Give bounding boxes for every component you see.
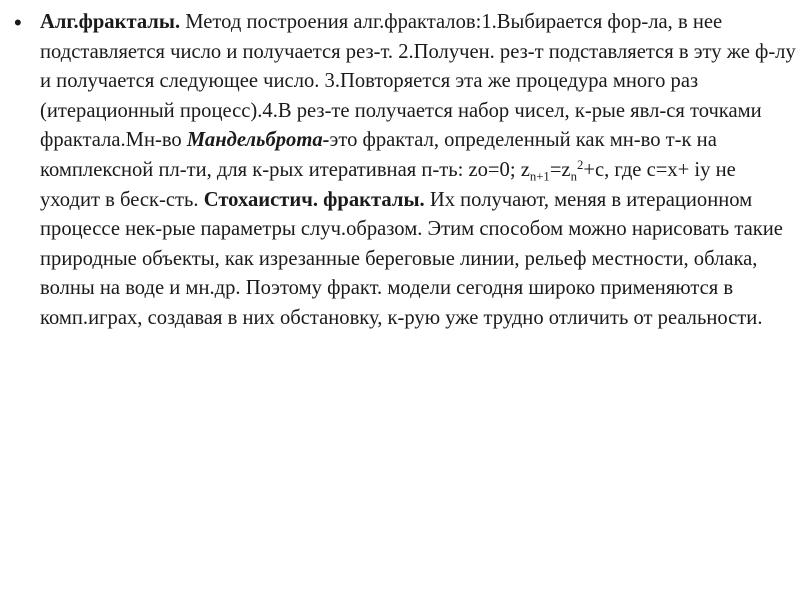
term-mandelbrot: Мандельброта- <box>186 129 330 152</box>
superscript-2: 2 <box>576 157 584 172</box>
heading-algebraic-fractals: Алг.фракталы. <box>40 11 181 33</box>
text-condition: +c, где с=х+ iy не уходит в беск-сть. <box>40 158 736 211</box>
bullet-list <box>14 8 796 334</box>
text-equals-z: =z <box>549 158 571 181</box>
bullet-dot: • <box>14 10 22 35</box>
subscript-n: n <box>570 169 577 184</box>
text-mandelbrot-definition: это фрактал, определенный как мн-во т-к на комплексной пл-ти, для к-рых итеративная п-ть: zo=0; z <box>40 129 717 181</box>
subscript-n-plus-1: n+1 <box>529 169 550 184</box>
bullet-item-fractals <box>14 8 796 334</box>
text-stochastic-description: Их получают, меняя в итерационном процессе нек-рые параметры случ.образом. Этим способом можно нарисовать такие природные объекты, как изрезанные береговые линии, рельеф местности, облака, волны на воде и мн.др. Поэтому фракт. модели сегодня широко применяются в комп.играх, создавая в них обстановку, к-рую уже трудно отличить от реальности. <box>40 188 783 329</box>
heading-stochastic-fractals: Стохаистич. фракталы. <box>203 188 425 211</box>
text-algebraic-method: Метод построения алг.фракталов:1.Выбирается фор-ла, в нее подставляется число и получается рез-т. 2.Получен. рез-т подставляется в эту же ф-лу и получается следующее число. 3.Повторяется эта же процедура много раз (итерационный процесс).4.В рез-те получается набор чисел, к-рые явл-ся точками фрактала.Мн-во <box>40 11 796 152</box>
